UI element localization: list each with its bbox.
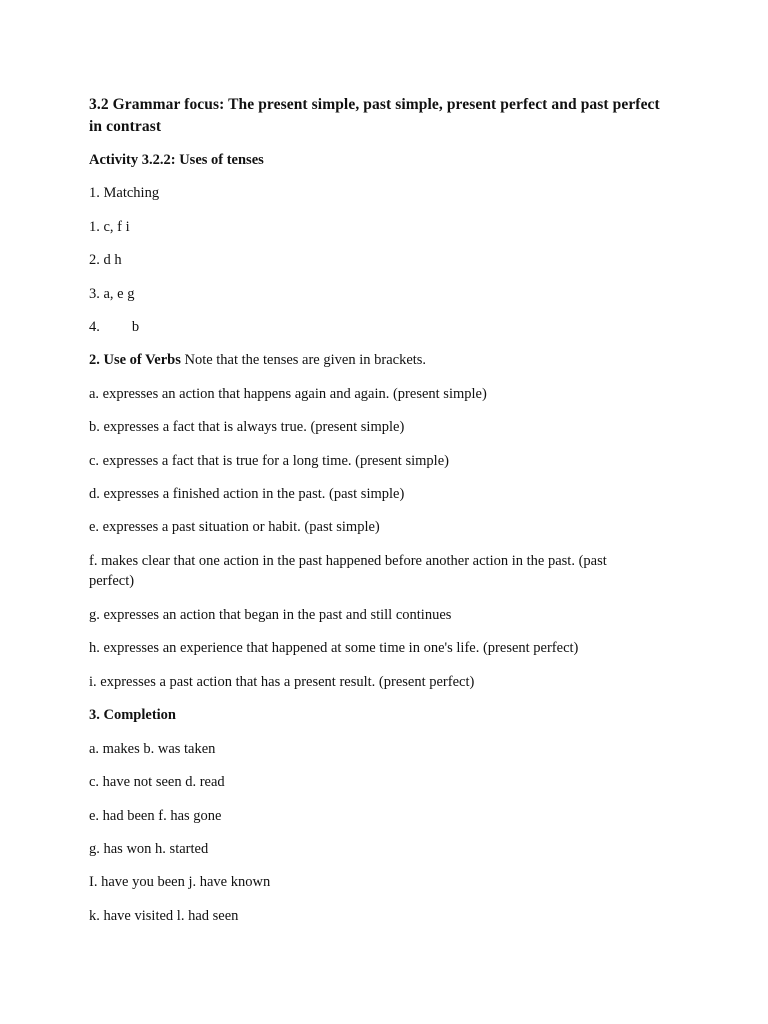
verb-use-item-f: f. makes clear that one action in the past happened before another action in the past. (past perfect) [89,553,607,589]
matching-item-answer: a, e g [103,286,135,302]
verb-use-item-h: h. expresses an experience that happened at some time in one's life. (present perfect) [89,640,579,656]
completion-item: e. had been f. has gone [89,808,222,824]
matching-item-number: 1. [89,219,100,235]
verb-use-item-i: i. expresses a past action that has a present result. (present perfect) [89,674,475,690]
section-heading: 3.2 Grammar focus: The present simple, past simple, present perfect and past perfect in contrast [89,96,660,135]
completion-title: 3. Completion [89,707,176,723]
matching-item-number: 2. [89,252,100,268]
verb-use-item-e: e. expresses a past situation or habit. (past simple) [89,519,380,535]
matching-item-answer: c, f i [103,219,130,235]
use-of-verbs-title: 2. Use of Verbs [89,352,181,368]
completion-item: k. have visited l. had seen [89,908,239,924]
use-of-verbs-note: Note that the tenses are given in brackets. [180,352,427,368]
completion-item: c. have not seen d. read [89,774,225,790]
completion-item: I. have you been j. have known [89,874,271,890]
matching-item-answer: d h [103,252,122,268]
matching-item-2 [89,250,689,270]
matching-item-number: 3. [89,286,100,302]
use-of-verbs-heading [89,350,689,370]
verb-use-item-b: b. expresses a fact that is always true. (present simple) [89,419,405,435]
matching-item-answer: b [131,319,140,335]
matching-item-1 [89,217,689,237]
matching-title: 1. Matching [89,185,160,201]
matching-item-3 [89,284,689,304]
verb-use-item-a: a. expresses an action that happens again and again. (present simple) [89,386,487,402]
completion-item: a. makes b. was taken [89,741,216,757]
matching-item-4 [89,317,689,337]
activity-title: Activity 3.2.2: Uses of tenses [89,152,264,168]
verb-use-item-d: d. expresses a finished action in the past. (past simple) [89,486,405,502]
completion-item: g. has won h. started [89,841,209,857]
verb-use-item-g: g. expresses an action that began in the past and still continues [89,607,452,623]
verb-use-item-c: c. expresses a fact that is true for a long time. (present simple) [89,453,449,469]
matching-item-number: 4. [89,319,100,335]
